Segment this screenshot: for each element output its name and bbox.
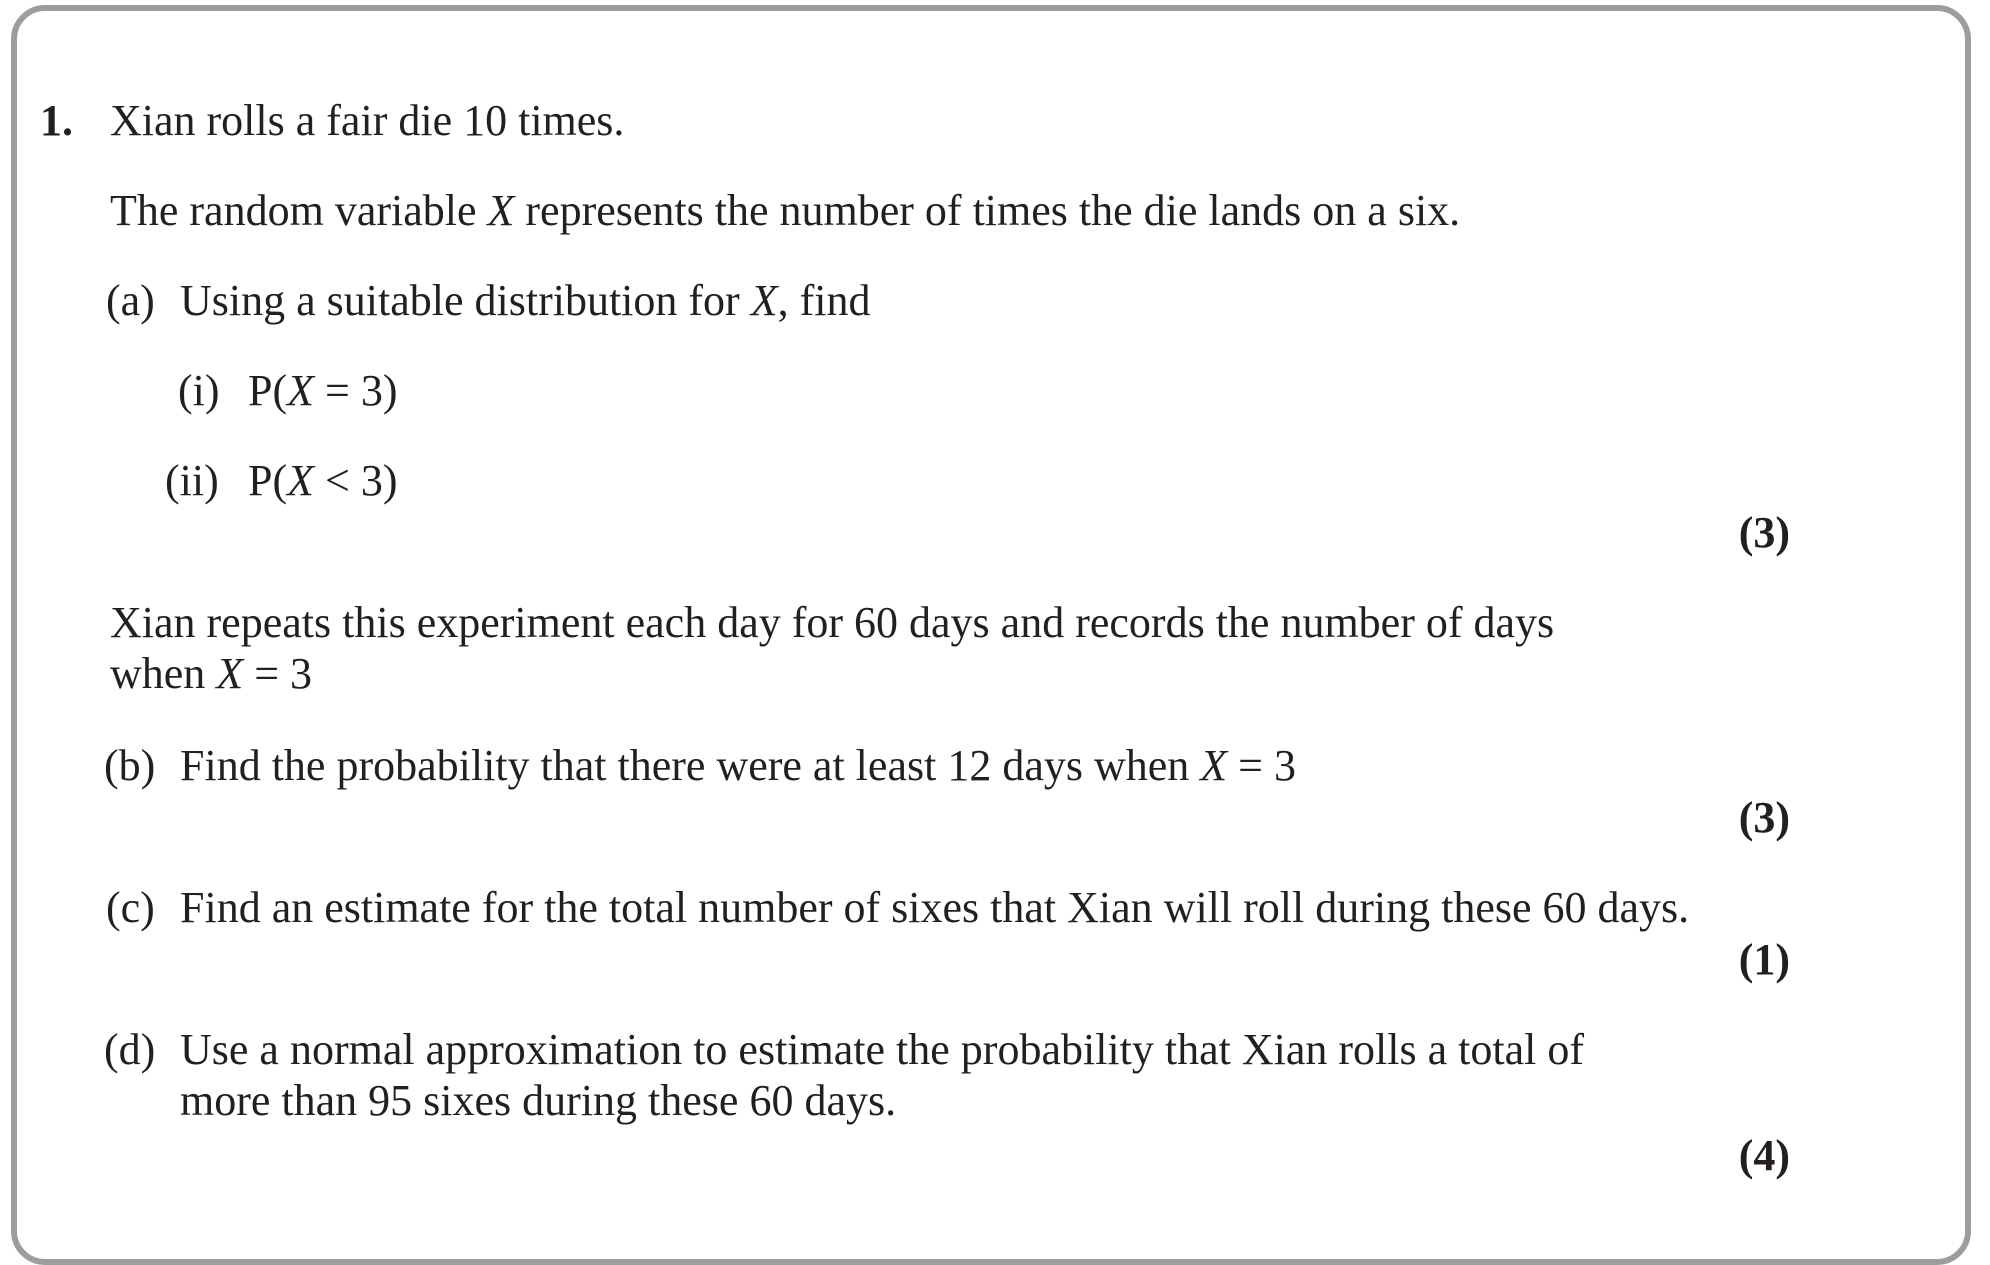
part-a-i-label: (i) [178, 366, 220, 415]
question-number: 1. [40, 96, 73, 145]
part-c-marks: (1) [1738, 935, 1790, 984]
part-a-marks: (3) [1738, 508, 1790, 557]
part-a-label: (a) [106, 276, 155, 325]
context-line-2: when X = 3 [110, 649, 313, 698]
variable-definition: The random variable X represents the number of times the die lands on a six. [110, 186, 1461, 235]
part-a-ii-label: (ii) [165, 456, 219, 505]
context-line-1: Xian repeats this experiment each day for 60 days and records the number of days [110, 598, 1555, 647]
question-intro: Xian rolls a fair die 10 times. [110, 96, 625, 145]
part-a-text: Using a suitable distribution for X, find [180, 276, 871, 325]
part-d-marks: (4) [1738, 1131, 1790, 1180]
part-b-label: (b) [104, 741, 156, 790]
part-d-label: (d) [104, 1025, 156, 1074]
part-d-line-2: more than 95 sixes during these 60 days. [180, 1076, 897, 1125]
part-a-i-expression: P(X = 3) [248, 366, 398, 415]
part-a-ii-expression: P(X < 3) [248, 456, 398, 505]
part-d-line-1: Use a normal approximation to estimate the probability that Xian rolls a total of [180, 1025, 1584, 1074]
part-c-label: (c) [106, 883, 155, 932]
part-b-text: Find the probability that there were at least 12 days when X = 3 [180, 741, 1296, 790]
part-b-marks: (3) [1738, 793, 1790, 842]
part-c-text: Find an estimate for the total number of sixes that Xian will roll during these 60 days. [180, 883, 1690, 932]
